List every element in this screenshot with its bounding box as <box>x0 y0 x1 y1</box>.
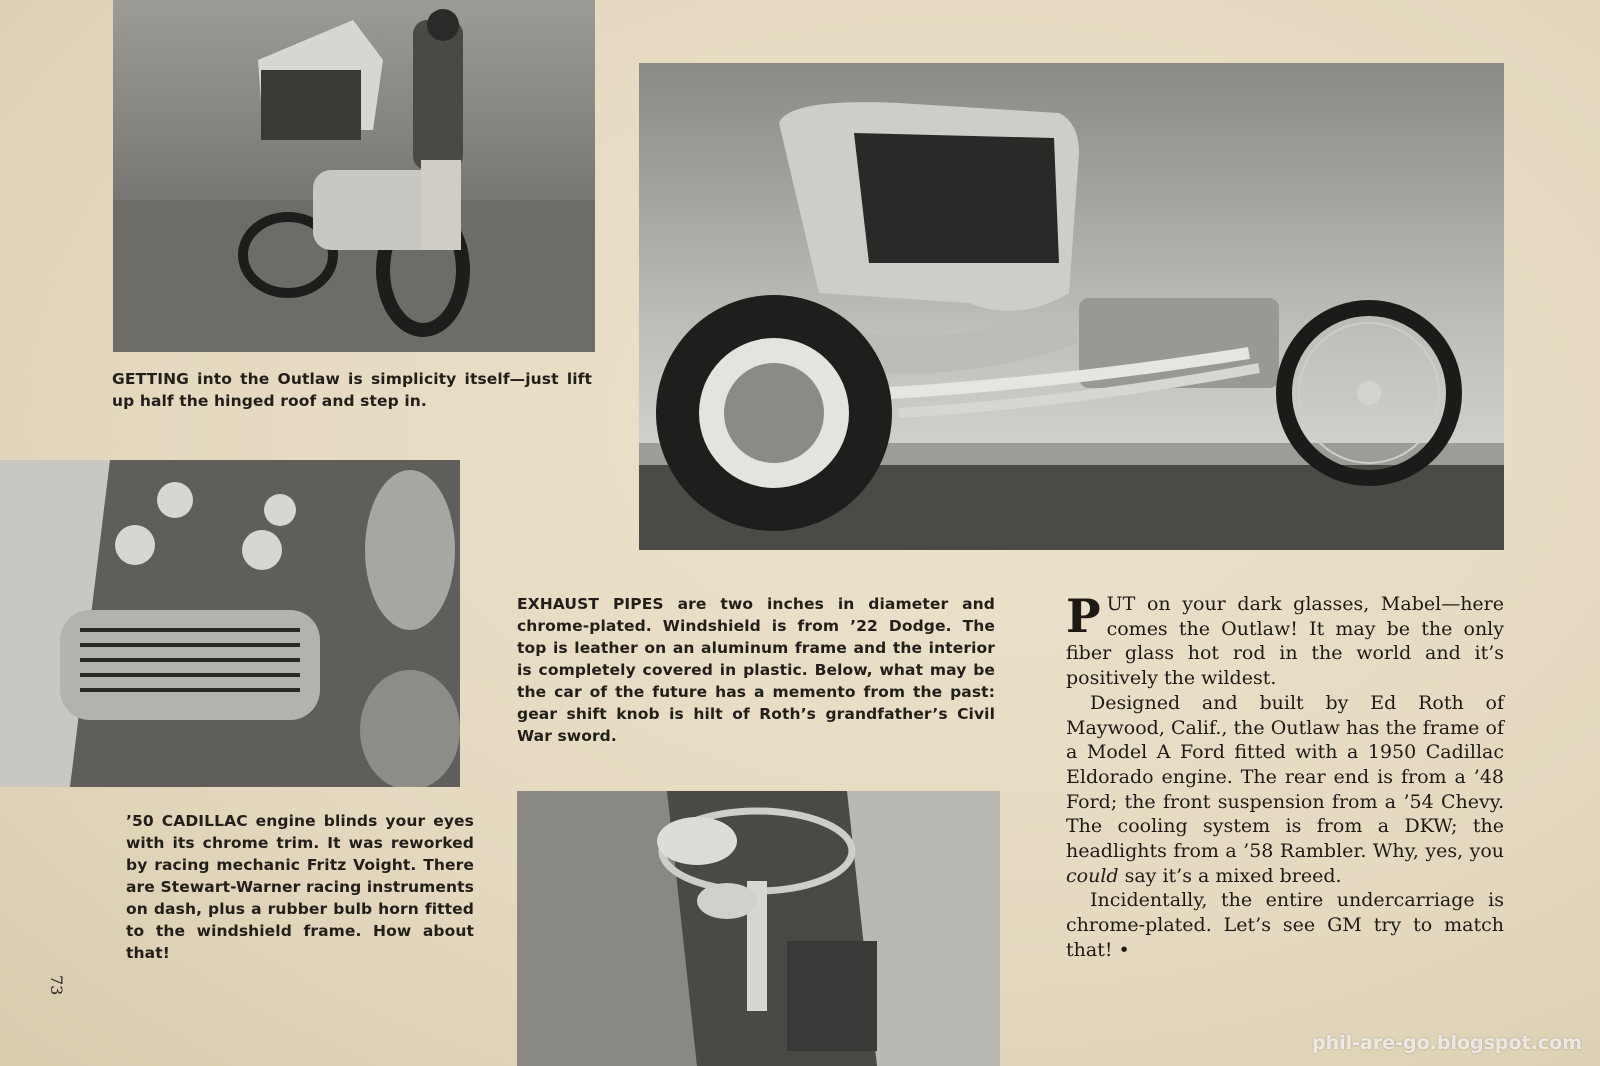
article-drop-cap: P <box>1066 589 1101 643</box>
article-paragraph-2-emphasis: could <box>1066 864 1119 887</box>
photo-getting-in-image <box>113 0 595 352</box>
article-paragraph-2 <box>1066 691 1504 889</box>
caption-getting-in-text: into the Outlaw is simplicity itself—just lift up half the hinged roof and step in. <box>112 370 592 410</box>
caption-cadillac-lead: ’50 CADILLAC <box>126 812 248 830</box>
article-paragraph-1 <box>1066 589 1504 691</box>
watermark: phil-are-go.blogspot.com <box>1311 1032 1582 1054</box>
article-paragraph-1-text: UT on your dark glasses, Mabel—here comes the Outlaw! It may be the only fiber glass hot rod in the world and it’s positively the wildest. <box>1066 593 1504 690</box>
caption-exhaust-text: are two inches in diameter and chrome-plated. Windshield is from ’22 Dodge. The top is leather on an aluminum frame and the interior is completely covered in plastic. Below, what may be the car of the future has a memento from the past: gear shift knob is hilt of Roth’s grandfather’s Civil War sword. <box>517 595 995 745</box>
article-paragraph-3: Incidentally, the entire undercarriage is chrome-plated. Let’s see GM try to match that! • <box>1066 889 1504 961</box>
photo-outlaw-side-view-image <box>639 63 1504 550</box>
article-paragraph-2-text-a: Designed and built by Ed Roth of Maywood, Calif., the Outlaw has the frame of a Model A Ford fitted with a 1950 Cadillac Eldorado engine. The rear end is from a ’48 Ford; the front suspension from a ’54 Chevy. The cooling system is from a DKW; the headlights from a ’58 Rambler. Why, yes, you <box>1066 691 1504 863</box>
caption-cadillac-text: engine blinds your eyes with its chrome trim. It was reworked by racing mechanic Fritz Voight. There are Stewart-Warner racing instruments on dash, plus a rubber bulb horn fitted to the windshield frame. How about that! <box>126 812 474 962</box>
caption-exhaust-lead: EXHAUST PIPES <box>517 595 664 613</box>
photo-interior-gear-shift-image <box>517 791 1000 1066</box>
photo-getting-in <box>113 0 595 352</box>
caption-getting-in <box>112 368 592 412</box>
photo-outlaw-side-view <box>639 63 1504 550</box>
page-number: 73 <box>47 975 66 996</box>
caption-cadillac <box>126 810 474 964</box>
photo-cadillac-engine <box>0 460 460 787</box>
caption-exhaust <box>517 593 995 747</box>
caption-getting-in-lead: GETTING <box>112 370 189 388</box>
photo-cadillac-engine-image <box>0 460 460 787</box>
photo-interior-gear-shift <box>517 791 1000 1066</box>
article-paragraph-2-text-b: say it’s a mixed breed. <box>1118 864 1342 887</box>
article-body <box>1066 589 1504 963</box>
